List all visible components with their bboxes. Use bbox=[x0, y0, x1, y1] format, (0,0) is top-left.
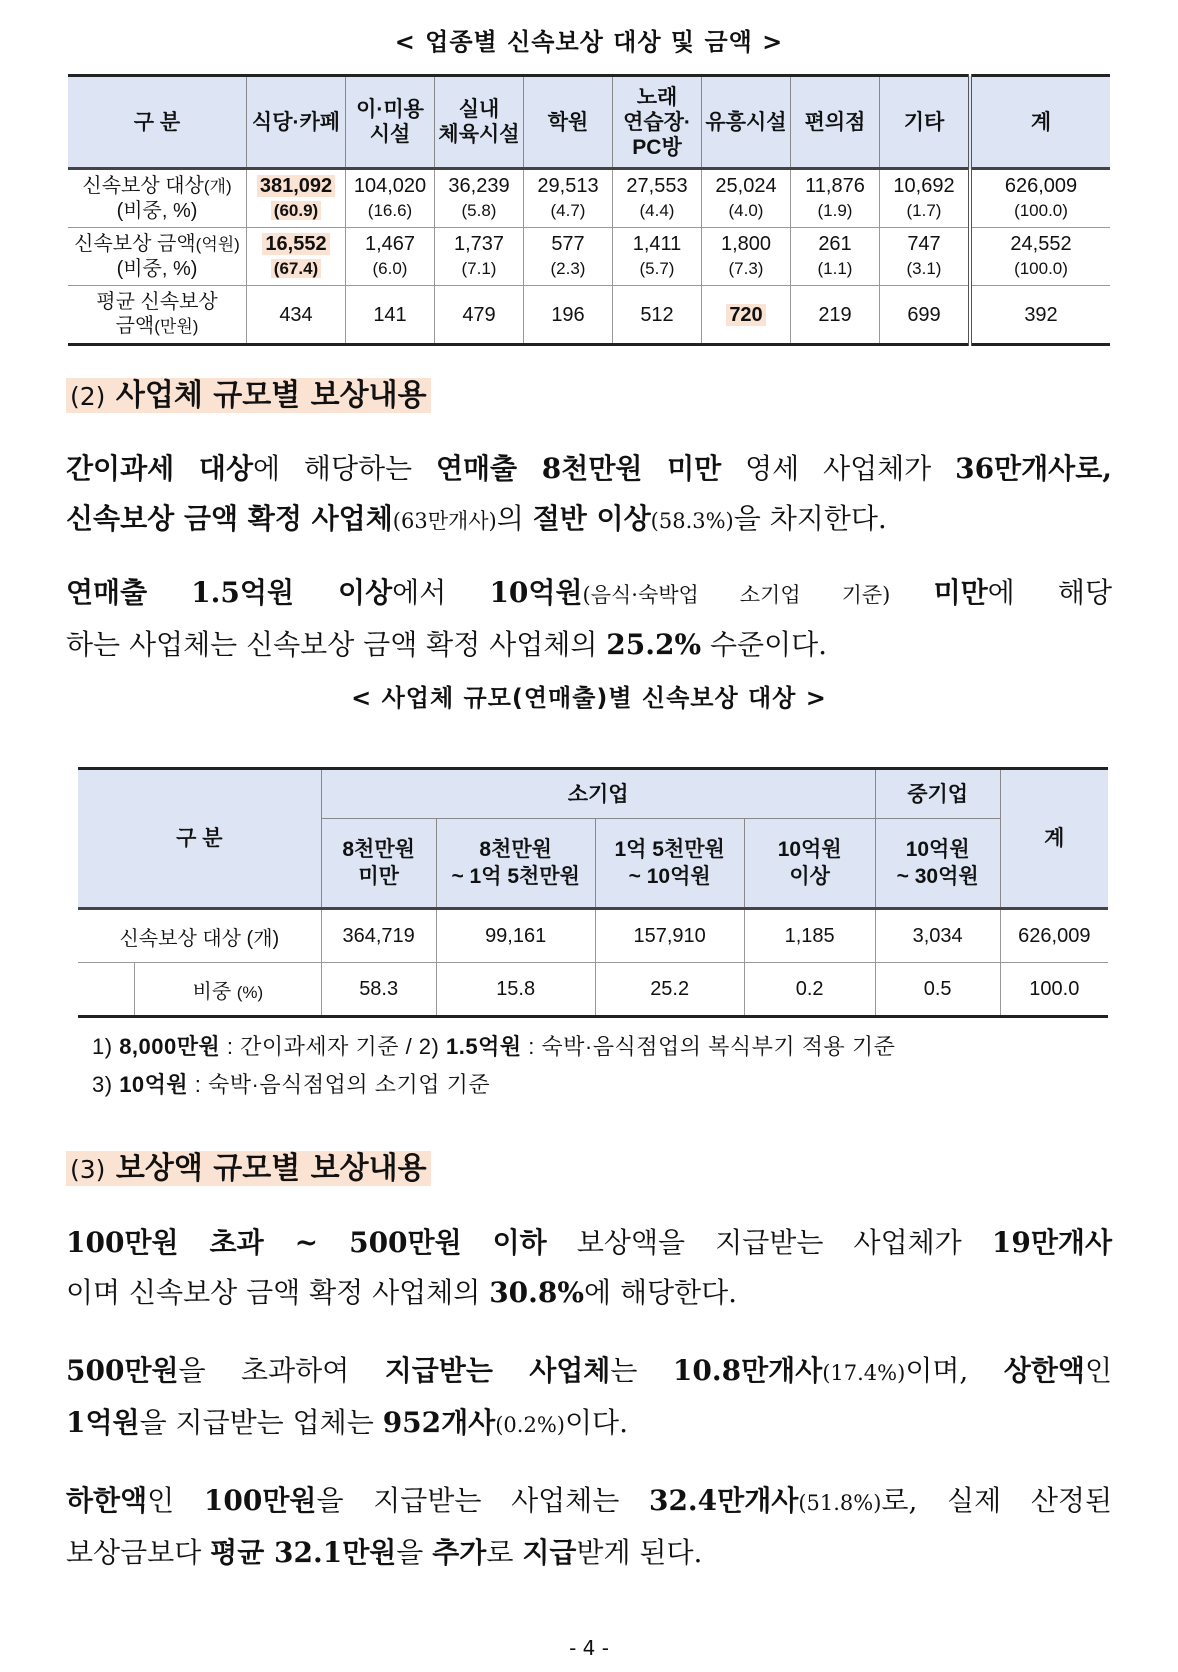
table-cell: 1,737 (7.1) bbox=[435, 228, 524, 286]
header-1b-3b: 10억원 ~ 30억원 bbox=[875, 819, 1000, 909]
table-cell: 1,411 (5.7) bbox=[613, 228, 702, 286]
industry-compensation-table bbox=[68, 74, 1110, 346]
table-cell: 10,692 (1.7) bbox=[880, 169, 971, 228]
paragraph-lower-limit bbox=[66, 1476, 1112, 1578]
table-row bbox=[68, 169, 1110, 228]
header-total: 계 bbox=[1000, 769, 1108, 909]
table-cell: 381,092 (60.9) bbox=[247, 169, 346, 228]
paragraph-line: 하는 사업체는 신속보상 금액 확정 사업체의 25.2% 수준이다. bbox=[66, 628, 828, 661]
table-cell: 27,553 (4.4) bbox=[613, 169, 702, 228]
row-label: 신속보상 금액(억원) (비중, %) bbox=[68, 228, 247, 286]
header-other: 기타 bbox=[880, 76, 971, 169]
footnote-1-2: 1) 8,000만원 : 간이과세자 기준 / 2) 1.5억원 : 숙박·음식점업의 복식부기 적용 기준 bbox=[92, 1034, 896, 1059]
table-cell: 261 (1.1) bbox=[791, 228, 880, 286]
table-cell: 15.8 bbox=[436, 963, 595, 1017]
table-cell: 434 bbox=[247, 286, 346, 345]
header-karaoke-pc: 노래 연습장· PC방 bbox=[613, 76, 702, 169]
table-cell: 11,876 (1.9) bbox=[791, 169, 880, 228]
table-cell: 25,024 (4.0) bbox=[702, 169, 791, 228]
table-cell: 16,552 (67.4) bbox=[247, 228, 346, 286]
table-cell: 3,034 bbox=[875, 909, 1000, 963]
table-row bbox=[78, 963, 1108, 1017]
header-medium-business: 중기업 bbox=[875, 769, 1000, 819]
table-cell: 99,161 bbox=[436, 909, 595, 963]
header-entertainment: 유흥시설 bbox=[702, 76, 791, 169]
table-cell: 479 bbox=[435, 286, 524, 345]
paragraph-line: 하한액인 100만원을 지급받는 사업체는 32.4만개사(51.8%)로, 실제 산정된 bbox=[66, 1484, 1112, 1517]
table-cell: 0.5 bbox=[875, 963, 1000, 1017]
table-cell: 392 bbox=[970, 286, 1110, 345]
table-cell: 157,910 bbox=[595, 909, 744, 963]
table-cell: 100.0 bbox=[1000, 963, 1108, 1017]
table-cell: 720 bbox=[702, 286, 791, 345]
table-cell: 364,719 bbox=[321, 909, 436, 963]
header-total: 계 bbox=[970, 76, 1110, 169]
table-cell: 1,185 bbox=[744, 909, 875, 963]
footnote-3: 3) 10억원 : 숙박·음식점업의 소기업 기준 bbox=[92, 1072, 491, 1097]
section-heading-compensation-size: (3) 보상액 규모별 보상내용 bbox=[66, 1143, 431, 1187]
paragraph-simplified-tax bbox=[66, 444, 1112, 546]
paragraph-over-5m bbox=[66, 1346, 1112, 1450]
table-cell: 0.2 bbox=[744, 963, 875, 1017]
table-cell: 512 bbox=[613, 286, 702, 345]
paragraph-line: 100만원 초과 ~ 500만원 이하 보상액을 지급받는 사업체가 19만개사 bbox=[66, 1226, 1112, 1259]
header-indoor-sports: 실내 체육시설 bbox=[435, 76, 524, 169]
table-cell: 29,513 (4.7) bbox=[524, 169, 613, 228]
table-cell: 58.3 bbox=[321, 963, 436, 1017]
paragraph-line: 1억원을 지급받는 업체는 952개사(0.2%)이다. bbox=[66, 1406, 628, 1439]
table-row bbox=[68, 228, 1110, 286]
header-80m-150m: 8천만원 ~ 1억 5천만원 bbox=[436, 819, 595, 909]
table2-caption: < 사업체 규모(연매출)별 신속보상 대상 > bbox=[351, 684, 827, 712]
header-small-business: 소기업 bbox=[321, 769, 875, 819]
blank-cell bbox=[78, 963, 135, 1017]
table-cell: 577 (2.3) bbox=[524, 228, 613, 286]
table-cell: 699 bbox=[880, 286, 971, 345]
header-over-1b: 10억원 이상 bbox=[744, 819, 875, 909]
table1-header-row bbox=[68, 76, 1110, 169]
paragraph-1m-5m bbox=[66, 1218, 1112, 1318]
header-academy: 학원 bbox=[524, 76, 613, 169]
header-under-80m: 8천만원 미만 bbox=[321, 819, 436, 909]
table-cell: 25.2 bbox=[595, 963, 744, 1017]
table-cell: 24,552 (100.0) bbox=[970, 228, 1110, 286]
table-cell: 626,009 (100.0) bbox=[970, 169, 1110, 228]
header-restaurant: 식당·카페 bbox=[247, 76, 346, 169]
paragraph-revenue-range bbox=[66, 568, 1112, 670]
row-label: 평균 신속보상 금액(만원) bbox=[96, 291, 218, 337]
header-category: 구 분 bbox=[68, 76, 247, 169]
header-convenience: 편의점 bbox=[791, 76, 880, 169]
table-cell: 747 (3.1) bbox=[880, 228, 971, 286]
paragraph-line: 신속보상 금액 확정 사업체(63만개사)의 절반 이상(58.3%)을 차지한다. bbox=[66, 502, 887, 535]
table-row bbox=[68, 286, 1110, 345]
table-cell: 36,239 (5.8) bbox=[435, 169, 524, 228]
table1-caption: < 업종별 신속보상 대상 및 금액 > bbox=[394, 28, 784, 56]
header-category: 구 분 bbox=[78, 769, 321, 909]
table-cell: 104,020 (16.6) bbox=[346, 169, 435, 228]
header-150m-1b: 1억 5천만원 ~ 10억원 bbox=[595, 819, 744, 909]
table-row bbox=[78, 909, 1108, 963]
table-cell: 141 bbox=[346, 286, 435, 345]
table-cell: 1,467 (6.0) bbox=[346, 228, 435, 286]
table-cell: 1,800 (7.3) bbox=[702, 228, 791, 286]
paragraph-line: 이며 신속보상 금액 확정 사업체의 30.8%에 해당한다. bbox=[66, 1276, 738, 1309]
paragraph-line: 연매출 1.5억원 이상에서 10억원(음식·숙박업 소기업 기준) 미만에 해당 bbox=[66, 576, 1113, 609]
business-size-table bbox=[78, 767, 1108, 1018]
row-label: 비중 (%) bbox=[135, 963, 322, 1017]
row-label: 신속보상 대상(개) (비중, %) bbox=[68, 169, 247, 228]
paragraph-line: 보상금보다 평균 32.1만원을 추가로 지급받게 된다. bbox=[66, 1536, 703, 1569]
row-label: 신속보상 대상 (개) bbox=[78, 909, 321, 963]
paragraph-line: 500만원을 초과하여 지급받는 사업체는 10.8만개사(17.4%)이며, 상한액인 bbox=[66, 1354, 1113, 1387]
page-number: - 4 - bbox=[569, 1636, 609, 1660]
paragraph-line: 간이과세 대상에 해당하는 연매출 8천만원 미만 영세 사업체가 36만개사로, bbox=[66, 452, 1112, 485]
table-cell: 219 bbox=[791, 286, 880, 345]
header-beauty: 이·미용 시설 bbox=[346, 76, 435, 169]
table2-header-row bbox=[78, 769, 1108, 819]
section-heading-business-size: (2) 사업체 규모별 보상내용 bbox=[66, 370, 431, 414]
table-cell: 626,009 bbox=[1000, 909, 1108, 963]
table-cell: 196 bbox=[524, 286, 613, 345]
